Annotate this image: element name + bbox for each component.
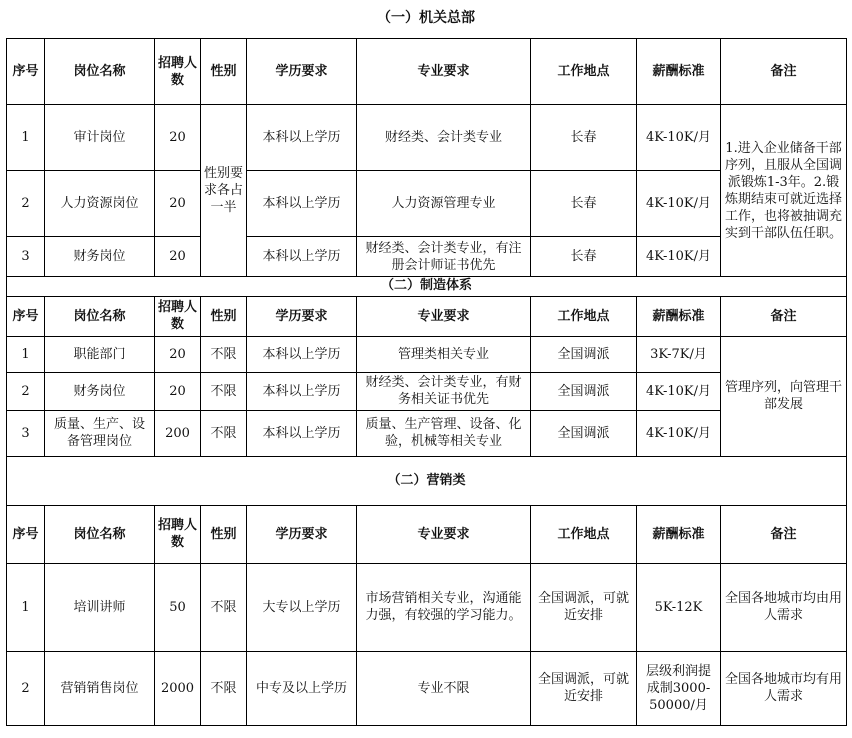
header-gender: 性别	[201, 296, 247, 336]
section-title-row	[7, 276, 847, 296]
cell-gender: 不限	[201, 651, 247, 725]
cell-no: 3	[7, 237, 45, 277]
header-note: 备注	[721, 296, 847, 336]
cell-location: 长春	[531, 237, 637, 277]
header-major: 专业要求	[357, 296, 531, 336]
section-title-marketing: （二）营销类	[7, 457, 847, 505]
cell-gender-merged: 性别要求各占一半	[201, 105, 247, 277]
cell-salary: 4K-10K/月	[637, 237, 721, 277]
table-headquarters	[6, 38, 847, 277]
header-location: 工作地点	[531, 39, 637, 105]
header-note: 备注	[721, 505, 847, 563]
cell-degree: 本科以上学历	[247, 336, 357, 372]
cell-no: 1	[7, 563, 45, 651]
cell-degree: 本科以上学历	[247, 372, 357, 410]
cell-note-merged: 管理序列，向管理干部发展	[721, 336, 847, 456]
cell-no: 1	[7, 336, 45, 372]
header-gender: 性别	[201, 505, 247, 563]
cell-salary: 层级利润提成制3000-50000/月	[637, 651, 721, 725]
cell-position: 质量、生产、设备管理岗位	[45, 410, 155, 456]
header-row	[7, 39, 847, 105]
header-degree: 学历要求	[247, 39, 357, 105]
cell-location: 全国调派，可就近安排	[531, 563, 637, 651]
header-salary: 薪酬标准	[637, 39, 721, 105]
cell-major: 专业不限	[357, 651, 531, 725]
header-location: 工作地点	[531, 505, 637, 563]
cell-salary: 4K-10K/月	[637, 410, 721, 456]
header-row	[7, 505, 847, 563]
header-row	[7, 296, 847, 336]
cell-no: 3	[7, 410, 45, 456]
cell-degree: 本科以上学历	[247, 410, 357, 456]
cell-major: 市场营销相关专业，沟通能力强，有较强的学习能力。	[357, 563, 531, 651]
cell-position: 人力资源岗位	[45, 171, 155, 237]
cell-degree: 本科以上学历	[247, 237, 357, 277]
cell-note-merged: 1.进入企业储备干部序列，且服从全国调派锻炼1-3年。2.锻炼期结束可就近选择工作，也将被抽调充实到干部队伍任职。	[721, 105, 847, 277]
cell-count: 20	[155, 336, 201, 372]
cell-location: 长春	[531, 171, 637, 237]
cell-count: 2000	[155, 651, 201, 725]
cell-location: 全国调派	[531, 336, 637, 372]
cell-count: 50	[155, 563, 201, 651]
cell-salary: 4K-10K/月	[637, 171, 721, 237]
header-salary: 薪酬标准	[637, 296, 721, 336]
section-title-row	[7, 457, 847, 505]
cell-location: 全国调派	[531, 372, 637, 410]
cell-position: 营销销售岗位	[45, 651, 155, 725]
cell-degree: 大专以上学历	[247, 563, 357, 651]
cell-major: 财经类、会计类专业，有注册会计师证书优先	[357, 237, 531, 277]
header-degree: 学历要求	[247, 296, 357, 336]
cell-gender: 不限	[201, 336, 247, 372]
cell-gender: 不限	[201, 410, 247, 456]
cell-major: 财经类、会计类专业，有财务相关证书优先	[357, 372, 531, 410]
cell-count: 20	[155, 372, 201, 410]
cell-location: 全国调派	[531, 410, 637, 456]
section-title-manufacturing: （二）制造体系	[7, 276, 847, 296]
section-title-headquarters: （一）机关总部	[377, 10, 475, 26]
cell-major: 质量、生产管理、设备、化验，机械等相关专业	[357, 410, 531, 456]
header-note: 备注	[721, 39, 847, 105]
header-count: 招聘人数	[155, 505, 201, 563]
cell-position: 职能部门	[45, 336, 155, 372]
cell-salary: 5K-12K	[637, 563, 721, 651]
header-position: 岗位名称	[45, 296, 155, 336]
cell-note: 全国各地城市均有用人需求	[721, 651, 847, 725]
cell-count: 20	[155, 105, 201, 171]
header-location: 工作地点	[531, 296, 637, 336]
header-position: 岗位名称	[45, 505, 155, 563]
header-major: 专业要求	[357, 505, 531, 563]
table-row	[7, 336, 847, 372]
cell-degree: 中专及以上学历	[247, 651, 357, 725]
cell-salary: 4K-10K/月	[637, 105, 721, 171]
cell-no: 1	[7, 105, 45, 171]
cell-count: 20	[155, 237, 201, 277]
cell-major: 人力资源管理专业	[357, 171, 531, 237]
cell-location: 长春	[531, 105, 637, 171]
cell-note: 全国各地城市均由用人需求	[721, 563, 847, 651]
cell-salary: 4K-10K/月	[637, 372, 721, 410]
cell-degree: 本科以上学历	[247, 105, 357, 171]
cell-count: 20	[155, 171, 201, 237]
cell-salary: 3K-7K/月	[637, 336, 721, 372]
table-row	[7, 651, 847, 725]
header-no: 序号	[7, 505, 45, 563]
cell-position: 培训讲师	[45, 563, 155, 651]
cell-position: 财务岗位	[45, 372, 155, 410]
header-no: 序号	[7, 296, 45, 336]
cell-major: 财经类、会计类专业	[357, 105, 531, 171]
cell-gender: 不限	[201, 372, 247, 410]
cell-count: 200	[155, 410, 201, 456]
table-manufacturing	[6, 276, 847, 457]
cell-major: 管理类相关专业	[357, 336, 531, 372]
header-count: 招聘人数	[155, 296, 201, 336]
cell-no: 2	[7, 651, 45, 725]
header-no: 序号	[7, 39, 45, 105]
table-row	[7, 563, 847, 651]
cell-degree: 本科以上学历	[247, 171, 357, 237]
table-row	[7, 105, 847, 171]
cell-position: 审计岗位	[45, 105, 155, 171]
header-gender: 性别	[201, 39, 247, 105]
header-position: 岗位名称	[45, 39, 155, 105]
cell-no: 2	[7, 171, 45, 237]
header-salary: 薪酬标准	[637, 505, 721, 563]
cell-no: 2	[7, 372, 45, 410]
cell-location: 全国调派，可就近安排	[531, 651, 637, 725]
header-count: 招聘人数	[155, 39, 201, 105]
header-major: 专业要求	[357, 39, 531, 105]
table-marketing	[6, 457, 847, 726]
cell-position: 财务岗位	[45, 237, 155, 277]
header-degree: 学历要求	[247, 505, 357, 563]
cell-gender: 不限	[201, 563, 247, 651]
